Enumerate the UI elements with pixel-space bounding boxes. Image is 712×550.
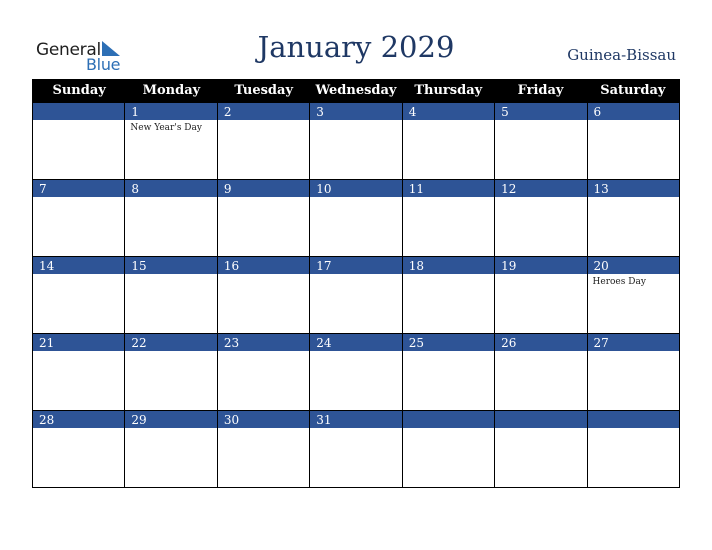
weekday-header: Friday	[517, 83, 564, 98]
country-name: Guinea-Bissau	[567, 46, 676, 64]
holiday-label: Heroes Day	[592, 277, 646, 287]
day-cell	[402, 179, 494, 256]
weekday-header: Thursday	[414, 83, 483, 98]
day-cell	[33, 256, 124, 333]
day-number: 25	[403, 333, 494, 351]
day-cell	[309, 333, 401, 410]
day-number: 4	[403, 102, 494, 120]
day-number: 21	[33, 333, 124, 351]
day-cell	[124, 256, 216, 333]
day-number: 30	[218, 410, 309, 428]
weekday-header: Monday	[142, 83, 201, 98]
day-cell	[217, 102, 309, 179]
day-number: 8	[125, 179, 216, 197]
day-cell	[33, 179, 124, 256]
day-cell	[587, 410, 679, 487]
day-cell	[217, 179, 309, 256]
day-cell	[33, 102, 124, 179]
day-number: 6	[588, 102, 679, 120]
day-number: 17	[310, 256, 401, 274]
day-cell	[309, 102, 401, 179]
weekday-header-row	[33, 79, 679, 102]
holiday-label: New Year's Day	[130, 123, 202, 133]
calendar-week	[33, 179, 679, 256]
calendar-week	[33, 102, 679, 179]
day-number: 2	[218, 102, 309, 120]
weekday-header: Tuesday	[234, 83, 293, 98]
day-number: 3	[310, 102, 401, 120]
day-number: 27	[588, 333, 679, 351]
day-cell	[309, 256, 401, 333]
day-number	[495, 410, 586, 428]
day-number: 16	[218, 256, 309, 274]
day-number: 22	[125, 333, 216, 351]
day-cell	[33, 333, 124, 410]
logo-general-text: General	[36, 40, 101, 60]
day-cell	[587, 256, 679, 333]
day-number: 11	[403, 179, 494, 197]
day-cell	[124, 179, 216, 256]
day-number: 13	[588, 179, 679, 197]
weekday-header: Wednesday	[315, 83, 397, 98]
day-cell	[587, 102, 679, 179]
day-cell	[309, 410, 401, 487]
day-cell	[217, 333, 309, 410]
day-cell	[402, 410, 494, 487]
day-number: 7	[33, 179, 124, 197]
day-cell	[494, 102, 586, 179]
day-cell	[309, 179, 401, 256]
day-cell	[124, 333, 216, 410]
weekday-header: Saturday	[600, 83, 666, 98]
calendar-week	[33, 256, 679, 333]
day-number: 24	[310, 333, 401, 351]
day-number: 12	[495, 179, 586, 197]
logo-blue-text: Blue	[86, 55, 121, 74]
day-cell	[402, 102, 494, 179]
weekday-header: Sunday	[52, 83, 106, 98]
day-number: 14	[33, 256, 124, 274]
day-cell	[402, 256, 494, 333]
day-number: 31	[310, 410, 401, 428]
day-cell	[587, 179, 679, 256]
day-cell	[494, 410, 586, 487]
day-number: 1	[125, 102, 216, 120]
day-number: 18	[403, 256, 494, 274]
day-number	[403, 410, 494, 428]
day-cell	[494, 179, 586, 256]
day-cell	[124, 410, 216, 487]
day-number: 29	[125, 410, 216, 428]
calendar-title: January 2029	[257, 30, 455, 64]
day-cell	[124, 102, 216, 179]
day-cell	[402, 333, 494, 410]
day-number: 20	[588, 256, 679, 274]
day-number: 10	[310, 179, 401, 197]
day-number	[588, 410, 679, 428]
day-cell	[217, 410, 309, 487]
day-number: 15	[125, 256, 216, 274]
calendar-week	[33, 333, 679, 410]
day-cell	[217, 256, 309, 333]
day-cell	[33, 410, 124, 487]
day-cell	[587, 333, 679, 410]
day-number	[33, 102, 124, 120]
day-number: 28	[33, 410, 124, 428]
day-number: 26	[495, 333, 586, 351]
day-number: 9	[218, 179, 309, 197]
day-number: 23	[218, 333, 309, 351]
day-number: 19	[495, 256, 586, 274]
calendar-grid	[32, 79, 680, 488]
calendar-week	[33, 410, 679, 487]
day-cell	[494, 333, 586, 410]
day-cell	[494, 256, 586, 333]
day-number: 5	[495, 102, 586, 120]
calendar-weeks	[33, 102, 679, 487]
